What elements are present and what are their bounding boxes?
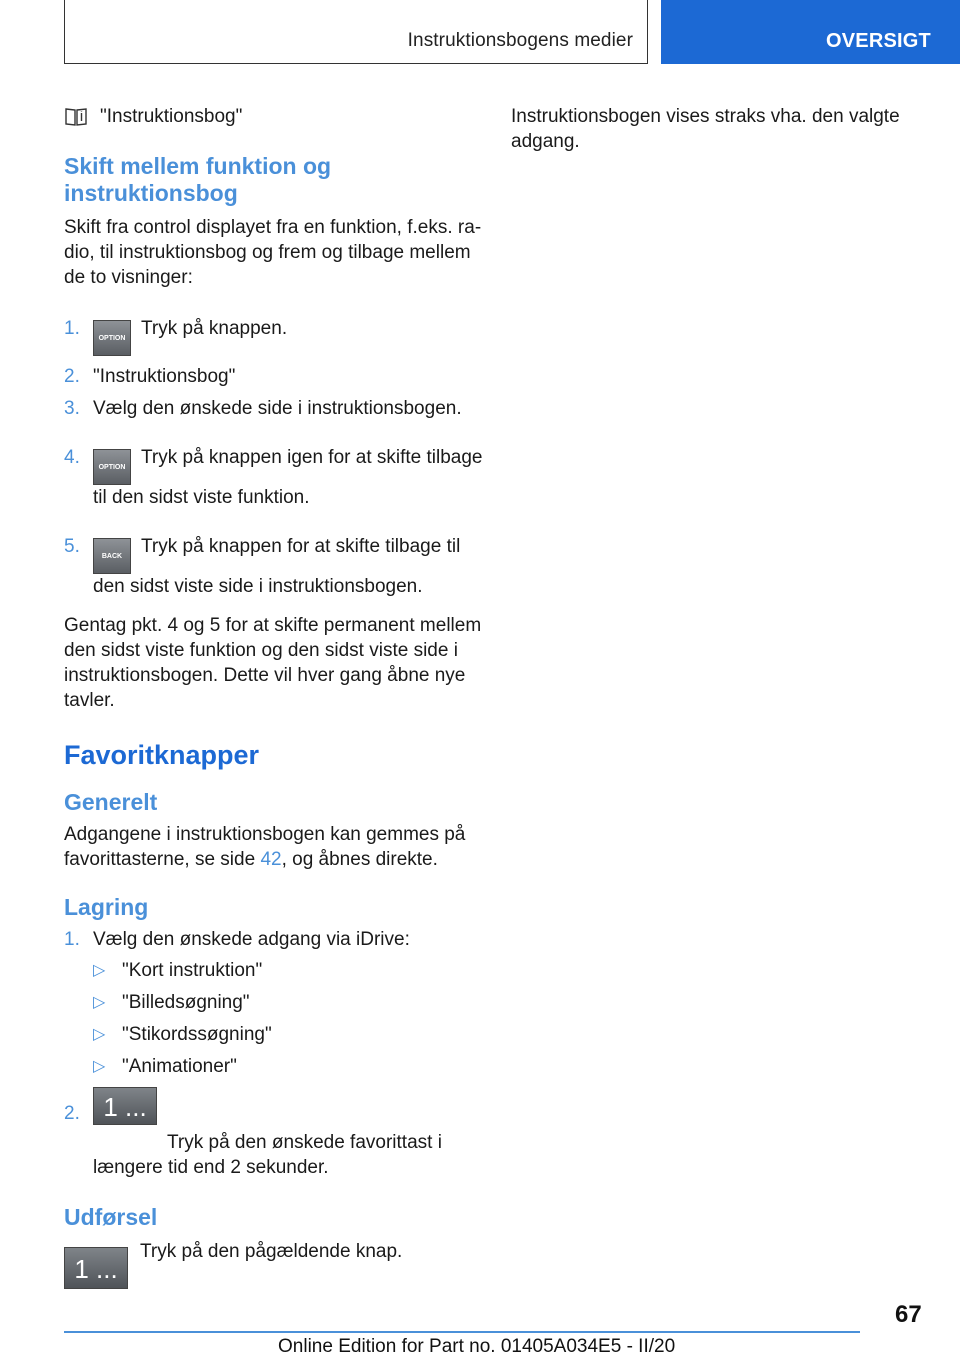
storage-steps (64, 927, 484, 1180)
favorite-buttons-icon: 1 ... 7 (64, 1247, 128, 1289)
execution-text: Tryk på den pågældende knap. (140, 1241, 403, 1262)
step-number: 1. (64, 318, 80, 339)
heading-general: Generelt (64, 789, 158, 815)
para-repeat: Gentag pkt. 4 og 5 for at skifte permanent mellem den sidst viste funktion og den sidst viste side i instruktionsbogen. Dette vil hver gang åbne nye tavler. (64, 615, 482, 711)
list-item (64, 927, 484, 1079)
list-item (93, 958, 484, 983)
triangle-bullet-icon: ▷ (93, 994, 106, 1011)
book-icon (64, 107, 88, 127)
option-text: "Stikordssøgning" (122, 1024, 272, 1045)
header-chapter-tab[interactable] (661, 0, 960, 64)
footer-edition: Online Edition for Part no. 01405A034E5 - II/20 (278, 1336, 676, 1357)
step-number: 2. (64, 366, 80, 387)
option-button-icon: OPTION (93, 320, 131, 356)
header-section-box (64, 0, 648, 64)
step-text: Tryk på knappen for at skifte tilbage til den sidst viste side i instruktionsbogen. (93, 536, 461, 597)
para-general (64, 822, 484, 872)
list-item (64, 445, 484, 510)
menu-item-label: "Instruktionsbog" (100, 106, 243, 127)
list-item (93, 990, 484, 1015)
list-item (64, 534, 484, 599)
list-item (93, 1022, 484, 1047)
right-text: Instruktionsbogen vises straks vha. den valgte adgang. (511, 106, 900, 152)
triangle-bullet-icon: ▷ (93, 1058, 106, 1075)
option-text: "Animationer" (122, 1056, 237, 1077)
header-section-title: Instruktionsbogens medier (407, 30, 633, 51)
right-column (511, 104, 911, 154)
list-item (64, 1092, 484, 1180)
step-text: Vælg den ønskede adgang via iDrive: (93, 929, 410, 950)
step-text: Tryk på knappen. (141, 318, 288, 339)
step-text: Tryk på den ønskede favorittast i længere tid end 2 sekunder. (93, 1132, 442, 1178)
list-item (64, 364, 484, 389)
para-general-text-end: , og åbnes direkte. (281, 849, 438, 870)
favorite-buttons-icon: 1 ... 7 (93, 1087, 157, 1125)
step-number: 4. (64, 447, 80, 468)
option-text: "Kort instruktion" (122, 960, 263, 981)
execution-row (64, 1239, 484, 1326)
step-text: Tryk på knappen igen for at skifte tilbage til den sidst viste funktion. (93, 447, 483, 508)
switch-steps (64, 316, 484, 599)
step-text: "Instruktionsbog" (93, 366, 236, 387)
heading-switch: Skift mellem funktion og instruktionsbog (64, 153, 332, 206)
option-button-icon: OPTION (93, 449, 131, 485)
heading-favorites: Favoritknapper (64, 740, 260, 770)
option-text: "Billedsøgning" (122, 992, 250, 1013)
back-button-icon: BACK (93, 538, 131, 574)
page-number: 67 (895, 1301, 922, 1328)
left-column (64, 104, 484, 1326)
heading-execution: Udførsel (64, 1204, 158, 1230)
heading-storage: Lagring (64, 894, 149, 920)
para-general-text: Adgangene i instruktionsbogen kan gemmes på favorittasterne, se side (64, 824, 466, 870)
list-item (64, 396, 484, 421)
step-text: Vælg den ønskede side i instruktionsbogen. (93, 398, 462, 419)
para-switch: Skift fra control displayet fra en funktion, f.eks. radio, til instruktionsbog og frem og tilbage mellem de to visninger: (64, 217, 482, 288)
triangle-bullet-icon: ▷ (93, 1026, 106, 1043)
footer-divider (64, 1331, 860, 1333)
step-number: 3. (64, 398, 80, 419)
step-number: 2. (64, 1103, 80, 1124)
triangle-bullet-icon: ▷ (93, 962, 106, 979)
list-item (64, 316, 484, 356)
step-number: 1. (64, 929, 80, 950)
header-chapter-label: OVERSIGT (826, 30, 931, 52)
page-link-42[interactable]: 42 (260, 849, 282, 870)
step-number: 5. (64, 536, 80, 557)
access-options (93, 958, 484, 1079)
menu-path (64, 104, 484, 129)
list-item (93, 1054, 484, 1079)
